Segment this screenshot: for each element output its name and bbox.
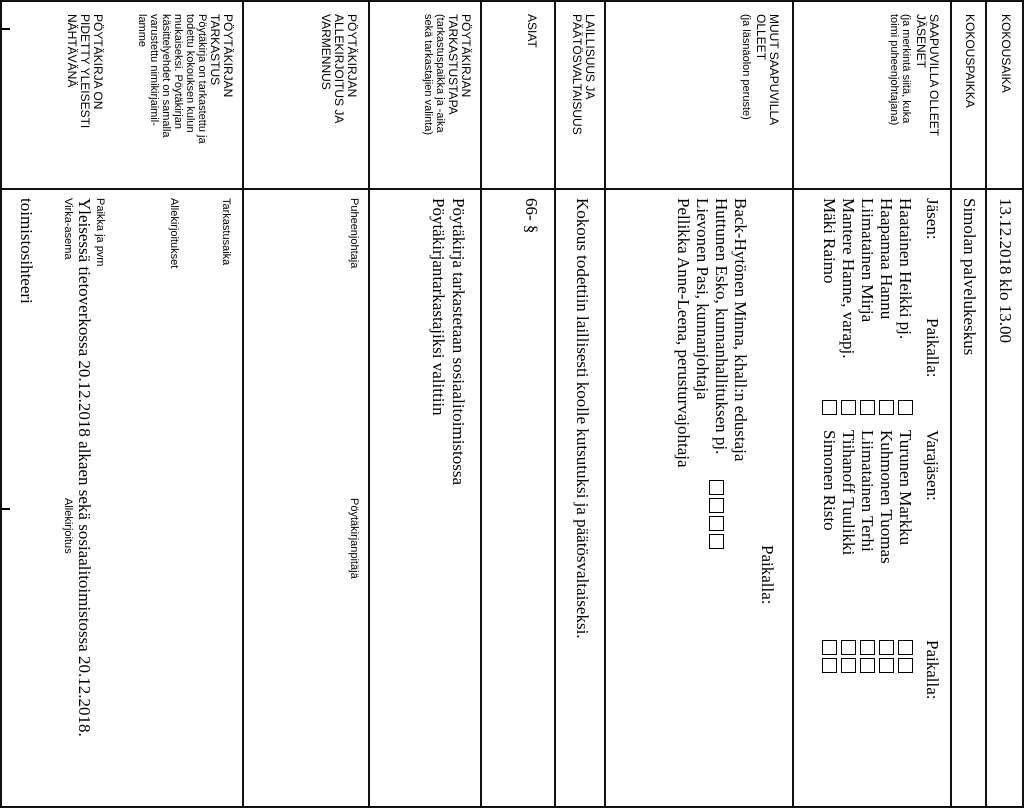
row-divider	[792, 0, 794, 808]
attendance-checkbox[interactable]	[841, 400, 856, 415]
review-text: Pöytäkirja on tarkastettu ja todettu kokouksen kulun mukaiseksi. Pöytäkirjan käsittelyehdet on samalla varustettu nimikirjaimil- lamme	[136, 14, 208, 144]
others-present-header: Paikalla:	[758, 545, 777, 605]
review-method-line2: Pöytäkirjantarkastajiksi valittiin	[429, 198, 448, 416]
attendance-checkbox[interactable]	[822, 640, 837, 655]
place-date-label: Paikka ja pvm	[94, 198, 106, 267]
deputy-name: Tiihanoff Tuulikki	[839, 430, 858, 556]
others-list	[674, 198, 750, 468]
member-checkboxes	[820, 400, 915, 418]
attendance-checkbox[interactable]	[709, 480, 724, 495]
present-header-deputies: Paikalla:	[923, 640, 942, 700]
quorum-label: LAILLISUUS JA PÄÄTÖSVALTAISUUS	[570, 14, 597, 135]
attendees-note: (ja merkintä siitä, kuka toimi puheenjohtajana)	[888, 14, 912, 126]
others-label: MUUT SAAPUVILLA OLLEET	[754, 14, 781, 126]
member-name: Mäki Raimo	[820, 198, 839, 284]
other-person: Huttunen Esko, kunnanhallituksen pj.	[712, 198, 731, 455]
deputy-name: Kuhmonen Tuomas	[877, 430, 896, 564]
row-divider	[604, 0, 606, 808]
signature-label: Allekirjoitus	[62, 498, 74, 554]
attendance-checkbox[interactable]	[860, 658, 875, 673]
column-divider	[0, 188, 1024, 190]
items-label: ASIAT	[525, 14, 539, 48]
attendance-checkbox[interactable]	[822, 658, 837, 673]
deputy-name: Simonen Risto	[820, 430, 839, 531]
row-divider	[480, 0, 482, 808]
meeting-place-label: KOKOUSPAIKKA	[963, 14, 977, 108]
attendance-checkbox[interactable]	[898, 400, 913, 415]
member-header: Jäsen:	[923, 198, 942, 240]
member-name: Haapamaa Hannu	[877, 198, 896, 320]
secretary-label: Pöytäkirjanpitäjä	[348, 498, 360, 579]
row-divider	[242, 0, 244, 808]
member-name: Haatainen Heikki pj.	[896, 198, 915, 340]
meeting-place-value: Simolan palvelukeskus	[960, 198, 979, 356]
attendance-checkbox[interactable]	[841, 658, 856, 673]
others-checkboxes	[708, 480, 726, 552]
chair-label: Puheenjohtaja	[348, 198, 360, 269]
attendance-checkbox[interactable]	[898, 640, 913, 655]
office-label: Virka-asema	[62, 198, 74, 260]
row-divider	[554, 0, 556, 808]
attendance-checkbox[interactable]	[841, 640, 856, 655]
meeting-time-value: 13.12.2018 klo 13.00	[996, 198, 1015, 343]
review-time-label: Tarkastusaika	[220, 198, 232, 266]
attendance-checkbox[interactable]	[860, 400, 875, 415]
attendance-checkbox[interactable]	[822, 400, 837, 415]
row-divider	[950, 0, 952, 808]
member-list	[820, 198, 915, 358]
deputy-list	[820, 430, 915, 564]
column-divider	[0, 0, 1024, 2]
quorum-text: Kokous todettiin laillisesti koolle kutsutuksi ja päätösvaltaiseksi.	[573, 198, 592, 639]
attendance-checkbox[interactable]	[709, 498, 724, 513]
signatures-label: PÖYTÄKIRJAN ALLEKIRJOITUS JA VARMENNUS	[319, 14, 359, 124]
attendance-checkbox[interactable]	[879, 658, 894, 673]
row-divider	[985, 0, 987, 808]
public-display-label: PÖYTÄKIRJA ON PIDETTY YLEISESTI NÄHTÄVÄNÄ	[65, 14, 105, 129]
review-method-note: (tarkastuspaikka ja -aika sekä tarkastajien valinta)	[422, 14, 446, 136]
review-method-line1: Pöytäkirja tarkastetaan sosiaalitoimistossa	[449, 198, 468, 486]
other-person: Lievonen Pasi, kunnanjohtaja	[693, 198, 712, 400]
other-person: Pellikka Anne-Leena, perusturvajohtaja	[674, 198, 693, 468]
row-divider	[368, 0, 370, 808]
tick-mark	[2, 28, 10, 30]
other-person: Back-Hytönen Minna, khall:n edustaja	[731, 198, 750, 462]
review-label: PÖYTÄKIRJAN TARKASTUS	[208, 14, 235, 98]
attendance-checkbox[interactable]	[879, 400, 894, 415]
deputy-name: Turunen Markku	[896, 430, 915, 546]
deputy-header: Varajäsen:	[923, 430, 942, 501]
others-note: (ja läsnäolon peruste)	[740, 14, 752, 120]
present-header: Paikalla:	[923, 318, 942, 378]
row-divider	[0, 0, 2, 808]
office-value: toimistosihteeri	[17, 198, 36, 304]
attendance-checkbox[interactable]	[879, 640, 894, 655]
member-name: Mantere Hanne, varapj.	[839, 198, 858, 359]
meeting-time-label: KOKOUSAIKA	[999, 14, 1013, 93]
place-date-text: Yleisessä tietoverkossa 20.12.2018 alkaen sekä sosiaalitoimistossa 20.12.2018.	[75, 198, 94, 737]
deputy-name: Liimatainen Terhi	[858, 430, 877, 552]
attendance-checkbox[interactable]	[709, 516, 724, 531]
review-signatures-label: Allekirjoitukset	[168, 198, 180, 269]
member-name: Liimatainen Mirja	[858, 198, 877, 323]
items-value: 66- §	[522, 198, 541, 234]
review-method-label: PÖYTÄKIRJAN TARKASTUSTAPA	[446, 14, 473, 115]
attendance-checkbox[interactable]	[860, 640, 875, 655]
attendees-label: SAAPUVILLA OLLEET JÄSENET	[914, 14, 941, 137]
deputy-checkboxes	[820, 640, 915, 676]
attendance-checkbox[interactable]	[898, 658, 913, 673]
tick-mark	[2, 508, 10, 510]
attendance-checkbox[interactable]	[709, 534, 724, 549]
